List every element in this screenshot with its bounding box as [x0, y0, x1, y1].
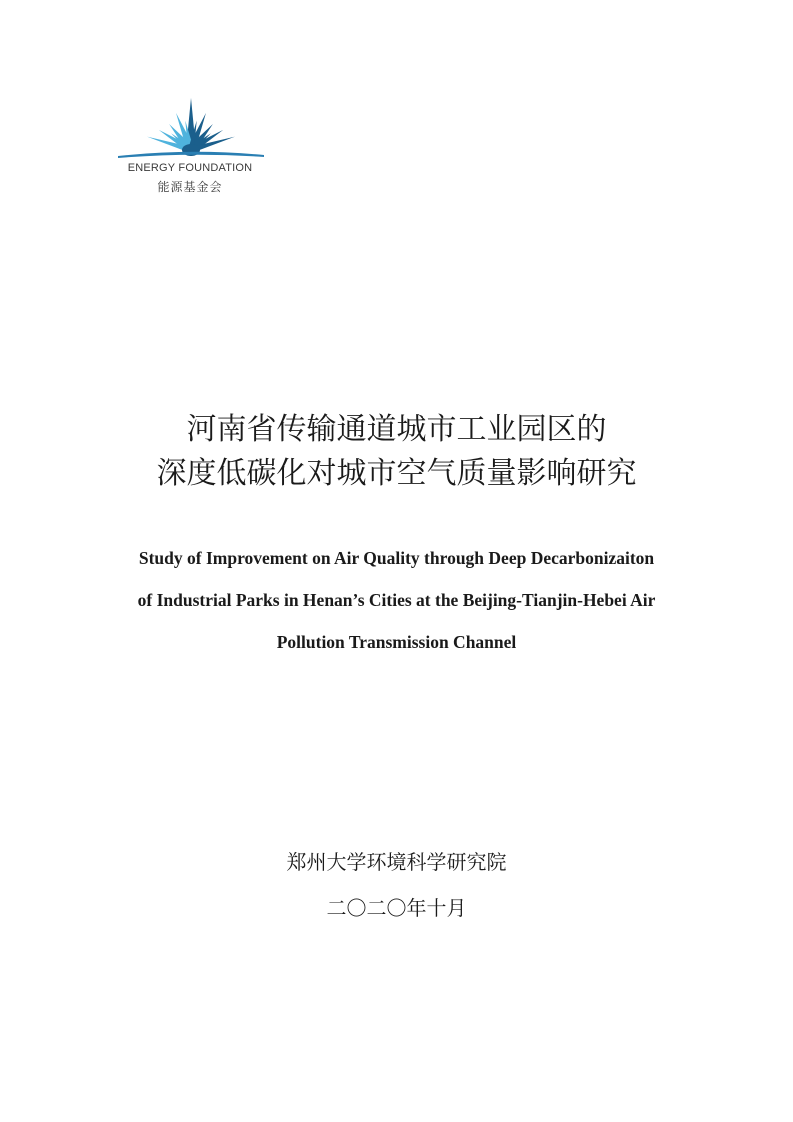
starburst-rays	[147, 98, 235, 156]
title-en-line-2: of Industrial Parks in Henan’s Cities at the Beijing-Tianjin-Hebei Air	[137, 590, 656, 610]
starburst-icon	[116, 98, 266, 162]
logo-name-zh: 能源基金会	[157, 180, 223, 194]
publication-date: 二〇二〇年十月	[326, 896, 467, 920]
energy-foundation-logo	[116, 98, 266, 198]
institution-name: 郑州大学环境科学研究院	[286, 850, 507, 874]
title-zh-line-1: 河南省传输通道城市工业园区的	[186, 412, 607, 447]
title-zh-line-2: 深度低碳化对城市空气质量影响研究	[156, 456, 637, 491]
title-chinese	[0, 408, 793, 496]
title-en-line-3: Pollution Transmission Channel	[276, 632, 517, 652]
title-english	[0, 537, 793, 663]
logo-name-en: ENERGY FOUNDATION	[127, 162, 253, 174]
title-en-line-1: Study of Improvement on Air Quality through Deep Decarbonizaiton	[138, 548, 655, 568]
